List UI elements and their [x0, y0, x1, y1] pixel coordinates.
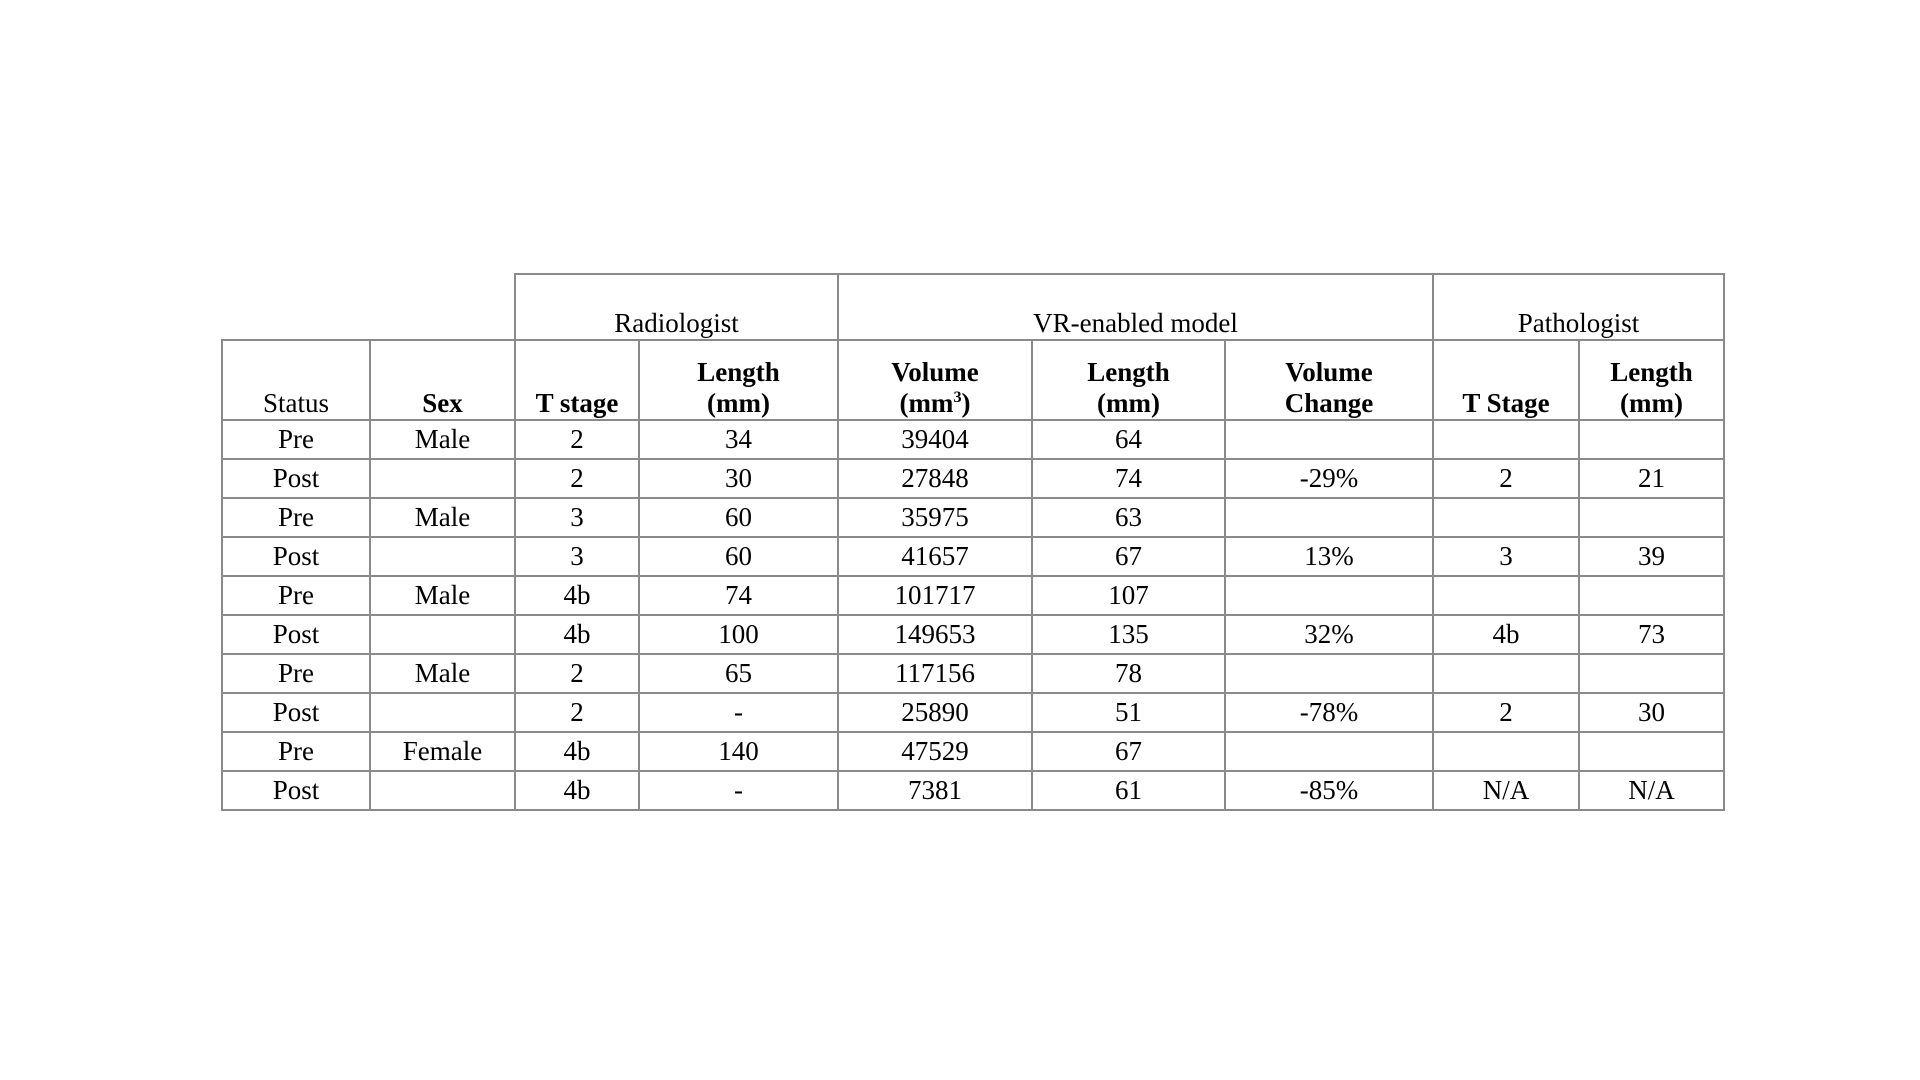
- cell-pathologist-t-stage: 4b: [1433, 615, 1579, 654]
- cell-status: Post: [222, 459, 370, 498]
- column-header-row: [222, 340, 1724, 420]
- group-header-row: [222, 274, 1724, 340]
- header-pathologist-length: [1579, 340, 1724, 420]
- cell-pathologist-length: 30: [1579, 693, 1724, 732]
- header-sex: Sex: [370, 340, 515, 420]
- cell-pathologist-t-stage: 2: [1433, 693, 1579, 732]
- cell-vr-volume-change: 32%: [1225, 615, 1433, 654]
- table-row: [222, 576, 1724, 615]
- cell-status: Pre: [222, 576, 370, 615]
- cell-vr-volume-change: -29%: [1225, 459, 1433, 498]
- table-row: [222, 654, 1724, 693]
- cell-radiologist-length: 65: [639, 654, 838, 693]
- cell-vr-volume: 47529: [838, 732, 1032, 771]
- cell-radiologist-length: -: [639, 771, 838, 810]
- cell-pathologist-length: 73: [1579, 615, 1724, 654]
- cell-pathologist-length: N/A: [1579, 771, 1724, 810]
- cell-vr-volume: 101717: [838, 576, 1032, 615]
- table-row: [222, 420, 1724, 459]
- cell-radiologist-t-stage: 2: [515, 654, 639, 693]
- header-radiologist-length: [639, 340, 838, 420]
- cell-sex: [370, 693, 515, 732]
- cell-vr-volume: 39404: [838, 420, 1032, 459]
- group-header-vr-model: VR-enabled model: [838, 274, 1433, 340]
- cell-pathologist-length: [1579, 420, 1724, 459]
- header-vr-volume-unit-close: ): [961, 387, 971, 418]
- group-header-radiologist: Radiologist: [515, 274, 838, 340]
- table-row: [222, 615, 1724, 654]
- cell-vr-volume-change: -78%: [1225, 693, 1433, 732]
- cell-vr-length: 51: [1032, 693, 1225, 732]
- cell-status: Post: [222, 615, 370, 654]
- cell-vr-volume: 27848: [838, 459, 1032, 498]
- cell-status: Pre: [222, 654, 370, 693]
- cell-radiologist-t-stage: 4b: [515, 732, 639, 771]
- cell-radiologist-t-stage: 3: [515, 537, 639, 576]
- cell-vr-length: 64: [1032, 420, 1225, 459]
- header-status: Status: [222, 340, 370, 420]
- cell-radiologist-length: 74: [639, 576, 838, 615]
- cell-pathologist-t-stage: 2: [1433, 459, 1579, 498]
- cell-vr-volume: 25890: [838, 693, 1032, 732]
- cell-radiologist-t-stage: 2: [515, 420, 639, 459]
- cell-vr-volume-change: [1225, 732, 1433, 771]
- cell-vr-volume: 117156: [838, 654, 1032, 693]
- cell-vr-length: 135: [1032, 615, 1225, 654]
- group-header-pathologist: Pathologist: [1433, 274, 1724, 340]
- cell-radiologist-t-stage: 4b: [515, 771, 639, 810]
- cell-vr-length: 63: [1032, 498, 1225, 537]
- header-pathologist-t-stage: T Stage: [1433, 340, 1579, 420]
- cell-status: Pre: [222, 732, 370, 771]
- cell-vr-length: 74: [1032, 459, 1225, 498]
- cell-radiologist-t-stage: 4b: [515, 576, 639, 615]
- cell-pathologist-length: 39: [1579, 537, 1724, 576]
- cell-radiologist-length: 100: [639, 615, 838, 654]
- cell-vr-length: 61: [1032, 771, 1225, 810]
- cell-vr-length: 67: [1032, 537, 1225, 576]
- header-pathologist-length-line1: Length: [1610, 356, 1693, 387]
- cell-vr-volume-change: [1225, 498, 1433, 537]
- cell-pathologist-t-stage: N/A: [1433, 771, 1579, 810]
- cell-pathologist-length: [1579, 654, 1724, 693]
- table-row: [222, 732, 1724, 771]
- cell-pathologist-t-stage: [1433, 420, 1579, 459]
- cell-vr-volume: 149653: [838, 615, 1032, 654]
- cell-vr-length: 67: [1032, 732, 1225, 771]
- cell-pathologist-t-stage: [1433, 498, 1579, 537]
- cell-radiologist-t-stage: 3: [515, 498, 639, 537]
- header-vr-volume-unit-open: (mm: [899, 387, 954, 418]
- cell-sex: [370, 459, 515, 498]
- header-vr-volume-line1: Volume: [891, 356, 979, 387]
- header-radiologist-t-stage: T stage: [515, 340, 639, 420]
- cell-pathologist-t-stage: [1433, 654, 1579, 693]
- cell-pathologist-length: [1579, 732, 1724, 771]
- cell-sex: Male: [370, 498, 515, 537]
- cell-status: Post: [222, 537, 370, 576]
- cell-vr-volume: 7381: [838, 771, 1032, 810]
- cell-pathologist-length: [1579, 498, 1724, 537]
- cell-radiologist-length: 140: [639, 732, 838, 771]
- table-row: [222, 498, 1724, 537]
- table-row: [222, 771, 1724, 810]
- cell-sex: Male: [370, 420, 515, 459]
- cell-vr-volume: 41657: [838, 537, 1032, 576]
- header-vr-volume-change: [1225, 340, 1433, 420]
- cell-sex: Female: [370, 732, 515, 771]
- cell-sex: [370, 771, 515, 810]
- cell-sex: Male: [370, 576, 515, 615]
- cell-vr-length: 78: [1032, 654, 1225, 693]
- cell-radiologist-length: -: [639, 693, 838, 732]
- header-vr-length: [1032, 340, 1225, 420]
- cell-radiologist-length: 34: [639, 420, 838, 459]
- table-row: [222, 459, 1724, 498]
- cell-vr-length: 107: [1032, 576, 1225, 615]
- cell-sex: [370, 537, 515, 576]
- cell-radiologist-t-stage: 4b: [515, 615, 639, 654]
- cell-radiologist-length: 30: [639, 459, 838, 498]
- table-row: [222, 537, 1724, 576]
- cell-status: Pre: [222, 420, 370, 459]
- cell-radiologist-length: 60: [639, 498, 838, 537]
- cell-sex: [370, 615, 515, 654]
- cell-pathologist-t-stage: [1433, 576, 1579, 615]
- results-table: [221, 273, 1725, 811]
- cell-pathologist-length: [1579, 576, 1724, 615]
- header-radiologist-length-line2: (mm): [707, 387, 770, 418]
- cell-radiologist-length: 60: [639, 537, 838, 576]
- header-vr-volume: [838, 340, 1032, 420]
- header-radiologist-length-line1: Length: [697, 356, 780, 387]
- cell-pathologist-length: 21: [1579, 459, 1724, 498]
- cell-vr-volume-change: 13%: [1225, 537, 1433, 576]
- cell-vr-volume-change: -85%: [1225, 771, 1433, 810]
- cell-status: Post: [222, 771, 370, 810]
- cell-radiologist-t-stage: 2: [515, 459, 639, 498]
- header-vr-volume-unit-superscript: 3: [953, 387, 962, 406]
- header-vr-length-line2: (mm): [1097, 387, 1160, 418]
- table-body: [222, 420, 1724, 810]
- cell-status: Pre: [222, 498, 370, 537]
- cell-status: Post: [222, 693, 370, 732]
- header-vr-length-line1: Length: [1087, 356, 1170, 387]
- cell-vr-volume-change: [1225, 576, 1433, 615]
- cell-vr-volume-change: [1225, 654, 1433, 693]
- cell-pathologist-t-stage: [1433, 732, 1579, 771]
- cell-sex: Male: [370, 654, 515, 693]
- table-row: [222, 693, 1724, 732]
- results-table-container: [221, 273, 1725, 811]
- cell-vr-volume-change: [1225, 420, 1433, 459]
- header-vr-volume-change-line2: Change: [1284, 387, 1374, 418]
- blank-corner-cell: [222, 274, 515, 340]
- header-pathologist-length-line2: (mm): [1620, 387, 1683, 418]
- cell-radiologist-t-stage: 2: [515, 693, 639, 732]
- header-vr-volume-change-line1: Volume: [1285, 356, 1373, 387]
- cell-vr-volume: 35975: [838, 498, 1032, 537]
- cell-pathologist-t-stage: 3: [1433, 537, 1579, 576]
